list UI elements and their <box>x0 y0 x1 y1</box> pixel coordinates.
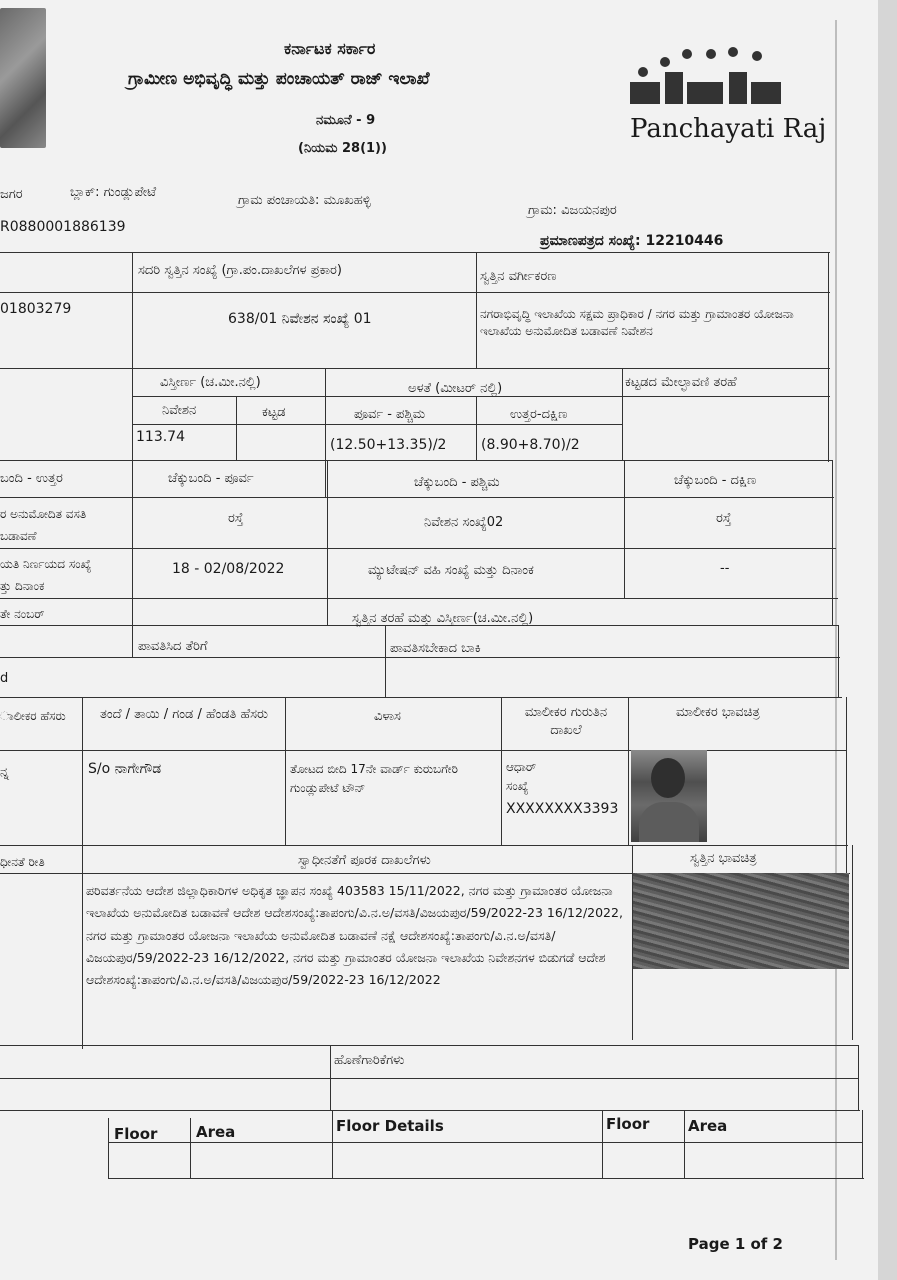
taluk-label: ಬ್ಲಾಕ್: ಗುಂಡ್ಲುಪೇಟೆ <box>70 185 157 200</box>
layout-label-1: ರ ಅನುಮೋದಿತ ವಸತಿ <box>0 507 87 521</box>
owner-name-header: ಾಲೀಕರ ಹೆಸರು <box>0 709 66 723</box>
owner-photo <box>631 750 707 842</box>
type-area-label: ಸ್ವತ್ತಿನ ತರಹೆ ಮತ್ತು ವಿಸ್ತೀರ್ಣ(ಚ.ಮೀ.ನಲ್ಲಿ) <box>352 611 534 626</box>
property-photo <box>633 873 849 969</box>
village-label: ಗ್ರಾಮ: ವಿಜಯನಪುರ <box>528 203 617 218</box>
building-header: ಕಟ್ಟಡ <box>262 405 286 420</box>
owner-address-value: ತೋಟದ ಬೀದಿ 17ನೇ ವಾರ್ಡ್ ಕುರುಬಗೇರಿ ಗುಂಡ್ಲುಪೇಟೆ ಟೌನ್ <box>290 762 458 795</box>
site-area-value: 113.74 <box>136 429 185 445</box>
form-number: ನಮೂನೆ - 9 <box>316 113 376 128</box>
liabilities-header: ಹೊಣೆಗಾರಿಕೆಗಳು <box>334 1053 405 1068</box>
property-left-id: 01803279 <box>0 301 72 317</box>
gp-label: ಗ್ರಾಮ ಪಂಚಾಯತಿ: ಮೂಖಹಳ್ಳಿ <box>238 193 371 208</box>
west-boundary-label: ಚೆಕ್ಕುಬಂದಿ - ಪಶ್ಚಿಮ <box>414 475 500 490</box>
floor-header-1: Floor <box>114 1125 158 1143</box>
logo-text: Panchayati Raj <box>630 114 827 144</box>
relation-header: ತಂದೆ / ತಾಯಿ / ಗಂಡ / ಹೆಂಡತಿ ಹೆಸರು <box>99 707 269 722</box>
roof-type-header: ಕಟ್ಟಡದ ಮೇಲ್ಛಾವಣಿ ತರಹೆ <box>625 375 737 390</box>
west-boundary-value: ನಿವೇಶನ ಸಂಖ್ಯೆ02 <box>424 515 504 530</box>
classification-header: ಸ್ವತ್ತಿನ ವರ್ಗೀಕರಣ <box>480 269 557 284</box>
supporting-docs-text: ಪರಿವರ್ತನೆಯ ಆದೇಶ ಜಿಲ್ಲಾಧಿಕಾರಿಗಳ ಅಧಿಕೃತ ಜ್ಞಾಪನ ಸಂಖ್ಯೆ 403583 15/11/2022, ನಗರ ಮತ್ತು ಗ್ರಾಮಾಂತರ ಯೋಜನಾ ಇಲಾಖೆಯ ಅನುಮೋದಿತ ಬಡಾವಣೆ ಆದೇಶ ಆದೇಶಸಂಖ್ಯೆ:ತಾಪಂಗು/ವಿ.ನ.ಅ/ವಸತಿ/ವಿಜಯಪುರ/59/2022-23 16/12/2022, ನಗರ ಮತ್ತು ಗ್ರಾಮಾಂತರ ಯೋಜನಾ ಇಲಾಖೆಯ ಅನುಮೋದಿತ ಬಡಾವಣೆ ನಕ್ಷೆ ಆದೇಶಸಂಖ್ಯೆ:ತಾಪಂಗು/ವಿ.ನ.ಅ/ವಸತಿ/ವಿಜಯಪುರ/59/2022-23 16/12/2022, ನಗರ ಮತ್ತು ಗ್ರಾಮಾಂತರ ಯೋಜನಾ ಇಲಾಖೆಯ ನಿವೇಶನಗಳ ಬಿಡುಗಡೆ ಆದೇಶ ಆದೇಶಸಂಖ್ಯೆ:ತಾಪಂಗು/ವಿ.ನ.ಅ/ವಸತಿ/ವಿಜಯಪುರ/59/2022-23 16/12/2022 <box>86 883 623 987</box>
tax-due-label: ಪಾವತಿಸಬೇಕಾದ ಬಾಕಿ <box>390 641 481 656</box>
mutation-value: -- <box>720 561 730 576</box>
property-no-value: 638/01 ನಿವೇಶನ ಸಂಖ್ಯೆ 01 <box>228 311 372 327</box>
south-boundary-label: ಚೆಕ್ಕುಬಂದಿ - ದಕ್ಷಿಣ <box>674 473 757 488</box>
owner-id-value: XXXXXXXX3393 <box>506 801 619 817</box>
resolution-label-1: ಯತಿ ನಿರ್ಣಯದ ಸಂಖ್ಯೆ <box>0 557 92 571</box>
north-south-value: (8.90+8.70)/2 <box>481 437 580 453</box>
acquisition-method-label: ಧೀನತೆ ರೀತಿ <box>0 855 45 869</box>
rule-number: (ನಿಯಮ 28(1)) <box>298 141 387 156</box>
owner-photo-header: ಮಾಲೀಕರ ಭಾವಚಿತ್ರ <box>676 705 760 720</box>
left-stub: ಜಗರ <box>0 187 23 202</box>
page-edge-shadow <box>835 20 837 1260</box>
area-header: ವಿಸ್ತೀರ್ಣ (ಚ.ಮೀ.ನಲ್ಲಿ) <box>160 375 261 390</box>
govt-title: ಕರ್ನಾಟಕ ಸರ್ಕಾರ <box>284 39 376 58</box>
certificate-number: ಪ್ರಮಾಣಪತ್ರದ ಸಂಖ್ಯೆ: 12210446 <box>540 233 724 249</box>
panchayati-raj-logo-icon <box>625 42 785 112</box>
tax-paid-label: ಪಾವತಿಸಿದ ತೆರಿಗೆ <box>138 639 208 654</box>
owner-id-type: ಆಧಾರ್ ಸಂಖ್ಯೆ <box>506 760 537 793</box>
east-boundary-value: ರಸ್ತೆ <box>228 511 244 526</box>
area-header-2: Area <box>688 1117 728 1135</box>
floor-details-header: Floor Details <box>336 1117 444 1135</box>
north-south-header: ಉತ್ತರ-ದಕ್ಷಿಣ <box>510 407 568 422</box>
page-number: Page 1 of 2 <box>688 1235 783 1253</box>
property-no-header: ಸದರಿ ಸ್ವತ್ತಿನ ಸಂಖ್ಯೆ (ಗ್ರಾ.ಪಂ.ದಾಖಲೆಗಳ ಪ್ರಕಾರ) <box>138 263 342 278</box>
east-boundary-label: ಚೆಕ್ಕುಬಂದಿ - ಪೂರ್ವ <box>168 471 254 486</box>
east-west-header: ಪೂರ್ವ - ಪಶ್ಚಿಮ <box>354 407 426 422</box>
d-stub: d <box>0 671 9 686</box>
dept-title: ಗ್ರಾಮೀಣ ಅಭಿವೃದ್ಧಿ ಮತ್ತು ಪಂಚಾಯತ್ ರಾಜ್ ಇಲಾಖೆ <box>128 69 430 89</box>
east-west-value: (12.50+13.35)/2 <box>330 437 447 453</box>
south-boundary-value: ರಸ್ತೆ <box>716 511 732 526</box>
resolution-label-2: ತ್ತು ದಿನಾಂಕ <box>0 579 45 593</box>
area-header-1: Area <box>196 1123 236 1141</box>
owner-id-header: ಮಾಲೀಕರ ಗುರುತಿನ ದಾಖಲೆ <box>524 705 608 738</box>
north-boundary-label: ಬಂದಿ - ಉತ್ತರ <box>0 471 63 486</box>
number-label: ತೇ ನಂಬರ್ <box>0 607 45 621</box>
owner-relation-value: S/o ನಾಗೇಗೌಡ <box>88 761 162 777</box>
classification-value: ನಗರಾಭಿವೃದ್ಧಿ ಇಲಾಖೆಯ ಸಕ್ಷಮ ಪ್ರಾಧಿಕಾರ / ನಗರ ಮತ್ತು ಗ್ರಾಮಾಂತರ ಯೋಜನಾ ಇಲಾಖೆಯ ಅನುಮೋದಿತ ಬಡಾವಣೆ ನಿವೇಶನ <box>480 307 794 339</box>
karnataka-emblem-icon <box>0 8 46 148</box>
supporting-docs-header: ಸ್ವಾಧೀನತೆಗೆ ಪೂರಕ ದಾಖಲೆಗಳು <box>298 853 431 868</box>
property-id: R0880001886139 <box>0 219 126 235</box>
address-header: ವಿಳಾಸ <box>374 709 401 724</box>
floor-header-2: Floor <box>606 1115 650 1133</box>
mutation-label: ಮ್ಯುಟೇಷನ್ ವಹಿ ಸಂಖ್ಯೆ ಮತ್ತು ದಿನಾಂಕ <box>368 563 534 578</box>
property-photo-header: ಸ್ವತ್ತಿನ ಭಾವಚಿತ್ರ <box>690 851 757 866</box>
owner-name-stub: ನ್ನ <box>0 765 9 780</box>
site-header: ನಿವೇಶನ <box>162 403 197 418</box>
measure-header: ಅಳತೆ (ಮೀಟರ್ ನಲ್ಲಿ) <box>408 381 503 396</box>
resolution-value: 18 - 02/08/2022 <box>172 561 285 577</box>
layout-label-2: ಬಡಾವಣೆ <box>0 529 37 543</box>
background-strip <box>878 0 897 1280</box>
